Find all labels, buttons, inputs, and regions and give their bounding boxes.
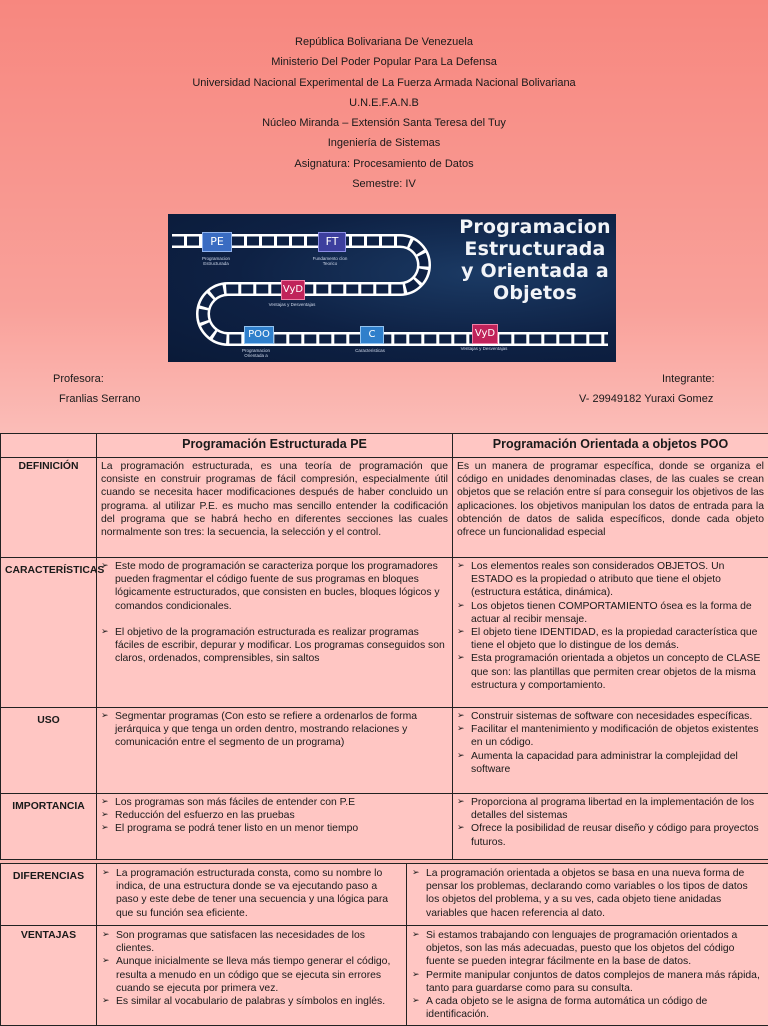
ventajas-pe-cell	[97, 926, 407, 1026]
table-row	[1, 864, 768, 926]
uso-poo-cell	[453, 708, 768, 794]
list-item: ➢ Es similar al vocabulario de palabras y símbolos en inglés.	[102, 995, 401, 1008]
list-item: ➢ El programa se podrá tener listo en un menor tiempo	[101, 822, 448, 835]
list-item: ➢ Facilitar el mantenimiento y modificación de objetos existentes en un código.	[457, 723, 764, 749]
list-item: ➢ Proporciona al programa libertad en la implementación de los detalles del sistemas	[457, 796, 764, 822]
cover-banner-image	[168, 214, 616, 362]
list-item: ➢ Los programas son más fáciles de entender con P.E	[101, 796, 448, 809]
list-item: ➢ Los objetos tienen COMPORTAMIENTO ósea es la forma de actuar al recibir mensaje.	[457, 600, 764, 626]
vyd-caption-2: Ventajas y Desventajas	[460, 346, 508, 351]
c-sign: C	[360, 326, 384, 344]
pe-sign: PE	[202, 232, 232, 252]
definicion-poo-cell: Es un manera de programar específica, donde se organiza el código en unidades denominadas clases, de las cuales se crean objetos que se relación entre sí para conseguir los objetivos de las aplicaciones. los objetivos manipulan los datos de entrada para la obtención de datos de salida específicos, donde cada objeto ofrece un funcionalidad especial	[453, 458, 768, 558]
list-item: ➢ Reducción del esfuerzo en las pruebas	[101, 809, 448, 822]
row-label-definicion: DEFINICIÓN	[1, 458, 97, 558]
list-item: ➢ Son programas que satisfacen las necesidades de los clientes.	[102, 929, 401, 955]
list-item: ➢ Ofrece la posibilidad de reusar diseño y código para proyectos futuros.	[457, 822, 764, 848]
institution-header	[0, 32, 768, 194]
row-label-importancia: IMPORTANCIA	[1, 794, 97, 860]
pe-caption: Programacion Estructurada	[192, 256, 240, 266]
caracteristicas-pe-cell	[97, 558, 453, 708]
row-label-ventajas: VENTAJAS	[1, 926, 97, 1026]
comparison-table-2	[0, 863, 768, 1026]
list-item: ➢ Aunque inicialmente se lleva más tiempo generar el código, resulta a menudo en un código que se ejecuta sin errores cuando se ejecuta por primera vez.	[102, 955, 401, 995]
header-line: Núcleo Miranda – Extensión Santa Teresa del Tuy	[0, 113, 768, 133]
header-line: Ingeniería de Sistemas	[0, 133, 768, 153]
vyd-sign-2: VyD	[472, 324, 498, 344]
list-item: ➢ Esta programación orientada a objetos un concepto de CLASE que son: las plantillas que permiten crear objetos de la misma estructura y comportamiento.	[457, 652, 764, 692]
vyd-caption: Ventajas y Desventajas	[268, 302, 316, 307]
list-item: ➢ La programación estructurada consta, como su nombre lo indica, de una estructura donde se va ejecutando paso a paso y este debe de tener una secuencia y una lógica para que su función sea eficiente.	[102, 867, 401, 920]
row-label-caracteristicas: CARACTERÍSTICAS	[1, 558, 97, 708]
list-item: ➢ Permite manipular conjuntos de datos complejos de manera más rápida, tanto para guardarse como para su consulta.	[412, 969, 763, 995]
table-row	[1, 708, 768, 794]
header-line: Semestre: IV	[0, 174, 768, 194]
header-line: Ministerio Del Poder Popular Para La Defensa	[0, 52, 768, 72]
header-line: U.N.E.F.A.N.B	[0, 93, 768, 113]
professor-name: Franlias Serrano	[59, 393, 140, 405]
list-item: ➢ El objetivo de la programación estructurada es realizar programas fáciles de escribir, depurar y modificar. Los programas conseguidos son claros, ordenados, comprensibles, sin saltos	[101, 626, 448, 666]
header-line: Universidad Nacional Experimental de La Fuerza Armada Nacional Bolivariana	[0, 73, 768, 93]
ft-caption: Fundamento clon Teorico	[306, 256, 354, 266]
importancia-pe-cell	[97, 794, 453, 860]
uso-pe-cell	[97, 708, 453, 794]
list-item: ➢ La programación orientada a objetos se basa en una nueva forma de pensar los problemas, declarando como variables o los tipos de datos los objetos del problema, y a su ves, cada objeto tiene anidadas variables que hacen referencia al dato.	[412, 867, 763, 920]
ventajas-poo-cell	[407, 926, 768, 1026]
diferencias-poo-cell	[407, 864, 768, 926]
table-row	[1, 458, 768, 558]
column-header-pe: Programación Estructurada PE	[97, 434, 453, 458]
banner-title-line: Objetos	[450, 282, 616, 304]
row-label-uso: USO	[1, 708, 97, 794]
header-line: Asignatura: Procesamiento de Datos	[0, 154, 768, 174]
comparison-table	[0, 433, 768, 860]
row-label-diferencias: DIFERENCIAS	[1, 864, 97, 926]
caracteristicas-poo-cell	[453, 558, 768, 708]
ft-sign: FT	[318, 232, 346, 252]
list-item: ➢ Segmentar programas (Con esto se refiere a ordenarlos de forma jerárquica y que tenga un orden dentro, mostrando relaciones y comunicación entre el segmento de un programa)	[101, 710, 448, 750]
importancia-poo-cell	[453, 794, 768, 860]
poo-sign: POO	[244, 326, 274, 344]
table-row	[1, 558, 768, 708]
professor-label: Profesora:	[53, 373, 104, 385]
table-row	[1, 926, 768, 1026]
member-name: V- 29949182 Yuraxi Gomez	[579, 393, 713, 405]
header-line: República Bolivariana De Venezuela	[0, 32, 768, 52]
list-item: ➢ Aumenta la capacidad para administrar la complejidad del software	[457, 750, 764, 776]
corner-cell	[1, 434, 97, 458]
list-item: ➢ Este modo de programación se caracteriza porque los programadores pueden fragmentar el código fuente de sus programas en bloques lógicamente estructurados, que consisten en bucles, bloques lógicos y comandos condicionales.	[101, 560, 448, 613]
banner-title-line: Programacion	[450, 216, 616, 238]
table-header-row	[1, 434, 768, 458]
diferencias-pe-cell	[97, 864, 407, 926]
table-row	[1, 794, 768, 860]
vyd-sign: VyD	[281, 280, 305, 300]
member-label: Integrante:	[662, 373, 715, 385]
list-item: ➢ Construir sistemas de software con necesidades específicas.	[457, 710, 764, 723]
banner-title-line: y Orientada a	[450, 260, 616, 282]
banner-title-line: Estructurada	[450, 238, 616, 260]
column-header-poo: Programación Orientada a objetos POO	[453, 434, 768, 458]
poo-caption: Programacion Orientada a	[232, 348, 280, 358]
list-item: ➢ Los elementos reales son considerados OBJETOS. Un ESTADO es la propiedad o atributo que tiene el objeto (estructura estática, dinámica).	[457, 560, 764, 600]
c-caption: Caracteristicas	[346, 348, 394, 353]
list-item: ➢ Si estamos trabajando con lenguajes de programación orientados a objetos, son las más adecuadas, puesto que los objetos del código fuente se pueden integrar fácilmente en la base de datos.	[412, 929, 763, 969]
list-item: ➢ A cada objeto se le asigna de forma automática un código de identificación.	[412, 995, 763, 1021]
banner-title	[450, 216, 616, 304]
list-item: ➢ El objeto tiene IDENTIDAD, es la propiedad característica que tiene el objeto que lo distingue de los demás.	[457, 626, 764, 652]
definicion-pe-cell: La programación estructurada, es una teoría de programación que consiste en construir programas de fácil compresión, especialmente útil cuando se necesita hacer modificaciones después de haber concluido un programa. al utilizar P.E. es mucho mas sencillo entender la codificación del programa que se habrá hecho en diferentes secciones las cuales normalmente son tres: la secuencia, la selección y el control.	[97, 458, 453, 558]
